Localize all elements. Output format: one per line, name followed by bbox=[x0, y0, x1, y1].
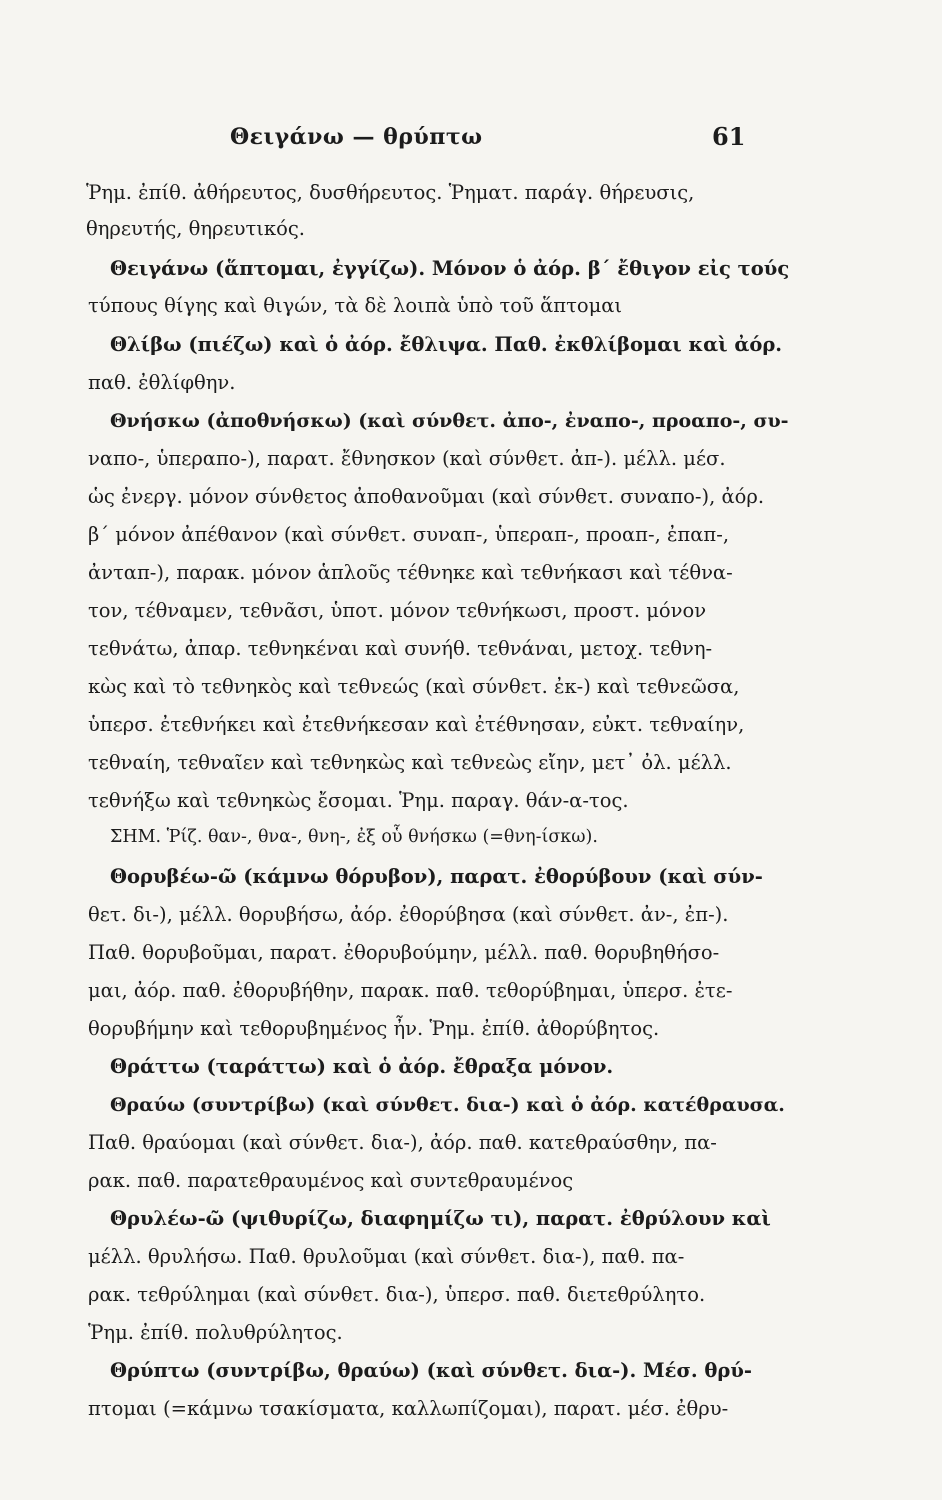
text-line: ρακ. τεθρύλημαι (καὶ σύνθετ. δια-), ὑπερσ. παθ. διετεθρύλητο. bbox=[88, 1283, 706, 1306]
text-line: Παθ. θορυβοῦμαι, παρατ. ἐθορυβούμην, μέλλ. παθ. θορυβηθήσο- bbox=[88, 941, 720, 964]
text-line: Ῥημ. ἐπίθ. ἀθήρευτος, δυσθήρευτος. Ῥηματ. παράγ. θήρευσις, bbox=[86, 181, 695, 204]
text-line: τεθνάτω, ἀπαρ. τεθνηκέναι καὶ συνήθ. τεθνάναι, μετοχ. τεθνη- bbox=[88, 637, 713, 660]
entry-line: Θλίβω (πιέζω) καὶ ὁ ἀόρ. ἔθλιψα. Παθ. ἐκθλίβομαι καὶ ἀόρ. bbox=[110, 333, 783, 356]
entry-line: Θράττω (ταράττω) καὶ ὁ ἀόρ. ἔθραξα μόνον. bbox=[110, 1055, 614, 1078]
entry-line: Θειγάνω (ἅπτομαι, ἐγγίζω). Μόνον ὁ ἀόρ. β΄ ἔθιγον εἰς τούς bbox=[110, 257, 790, 280]
text-line: θετ. δι-), μέλλ. θορυβήσω, ἀόρ. ἐθορύβησα (καὶ σύνθετ. ἀν-, ἐπ-). bbox=[88, 903, 729, 926]
page-number: 61 bbox=[712, 122, 746, 151]
text-line: τύπους θίγης καὶ θιγών, τὰ δὲ λοιπὰ ὑπὸ τοῦ ἅπτομαι bbox=[88, 294, 623, 317]
entry-line: Θορυβέω-ῶ (κάμνω θόρυβον), παρατ. ἐθορύβουν (καὶ σύν- bbox=[110, 865, 763, 888]
text-line: πτομαι (=κάμνω τσακίσματα, καλλωπίζομαι), παρατ. μέσ. ἐθρυ- bbox=[88, 1397, 729, 1420]
text-line: θορυβήμην καὶ τεθορυβημένος ἦν. Ῥημ. ἐπίθ. ἀθορύβητος. bbox=[88, 1017, 660, 1040]
entry-line: Θρύπτω (συντρίβω, θραύω) (καὶ σύνθετ. δια-). Μέσ. θρύ- bbox=[110, 1359, 753, 1382]
text-line: β΄ μόνον ἀπέθανον (καὶ σύνθετ. συναπ-, ὑπεραπ-, προαπ-, ἐπαπ-, bbox=[88, 523, 730, 546]
text-line: Παθ. θραύομαι (καὶ σύνθετ. δια-), ἀόρ. παθ. κατεθραύσθην, πα- bbox=[88, 1131, 717, 1154]
text-line: ναπο-, ὑπεραπο-), παρατ. ἔθνησκον (καὶ σύνθετ. ἀπ-). μέλλ. μέσ. bbox=[88, 447, 726, 470]
running-title: Θειγάνω — θρύπτω bbox=[230, 124, 483, 150]
text-line: ἀνταπ-), παρακ. μόνον ἁπλοῦς τέθνηκε καὶ τεθνήκασι καὶ τέθνα- bbox=[88, 561, 733, 584]
text-line: παθ. ἐθλίφθην. bbox=[88, 371, 236, 394]
text-line: κὼς καὶ τὸ τεθνηκὸς καὶ τεθνεώς (καὶ σύνθετ. ἐκ-) καὶ τεθνεῶσα, bbox=[88, 675, 740, 698]
text-line: ὡς ἐνεργ. μόνον σύνθετος ἀποθανοῦμαι (καὶ σύνθετ. συναπο-), ἀόρ. bbox=[88, 485, 765, 508]
text-line: τεθνήξω καὶ τεθνηκὼς ἔσομαι. Ῥημ. παραγ. θάν-α-τος. bbox=[88, 789, 629, 812]
entry-line: Θραύω (συντρίβω) (καὶ σύνθετ. δια-) καὶ ὁ ἀόρ. κατέθραυσα. bbox=[110, 1094, 785, 1116]
text-line: ρακ. παθ. παρατεθραυμένος καὶ συντεθραυμένος bbox=[88, 1169, 574, 1192]
text-line: ὑπερσ. ἐτεθνήκει καὶ ἐτεθνήκεσαν καὶ ἐτέθνησαν, εὐκτ. τεθναίην, bbox=[88, 713, 745, 736]
text-line: τον, τέθναμεν, τεθνᾶσι, ὑποτ. μόνον τεθνήκωσι, προστ. μόνον bbox=[88, 599, 707, 622]
text-line: θηρευτής, θηρευτικός. bbox=[86, 217, 305, 240]
page-header bbox=[0, 118, 942, 158]
text-line: μαι, ἀόρ. παθ. ἐθορυβήθην, παρακ. παθ. τεθορύβημαι, ὑπερσ. ἐτε- bbox=[88, 979, 733, 1002]
entry-line: Θνήσκω (ἀποθνήσκω) (καὶ σύνθετ. ἀπο-, ἐναπο-, προαπο-, συ- bbox=[110, 410, 789, 432]
text-line: μέλλ. θρυλήσω. Παθ. θρυλοῦμαι (καὶ σύνθετ. δια-), παθ. πα- bbox=[88, 1245, 685, 1268]
note-line: ΣΗΜ. Ῥίζ. θαν-, θνα-, θνη-, ἐξ οὗ θνήσκω (=θνη-ίσκω). bbox=[110, 827, 598, 847]
text-line: Ῥημ. ἐπίθ. πολυθρύλητος. bbox=[88, 1321, 343, 1344]
entry-line: Θρυλέω-ῶ (ψιθυρίζω, διαφημίζω τι), παρατ. ἐθρύλουν καὶ bbox=[110, 1207, 771, 1230]
text-line: τεθναίη, τεθναῖεν καὶ τεθνηκὼς καὶ τεθνεὼς εἴην, μετ᾽ ὀλ. μέλλ. bbox=[88, 751, 732, 774]
